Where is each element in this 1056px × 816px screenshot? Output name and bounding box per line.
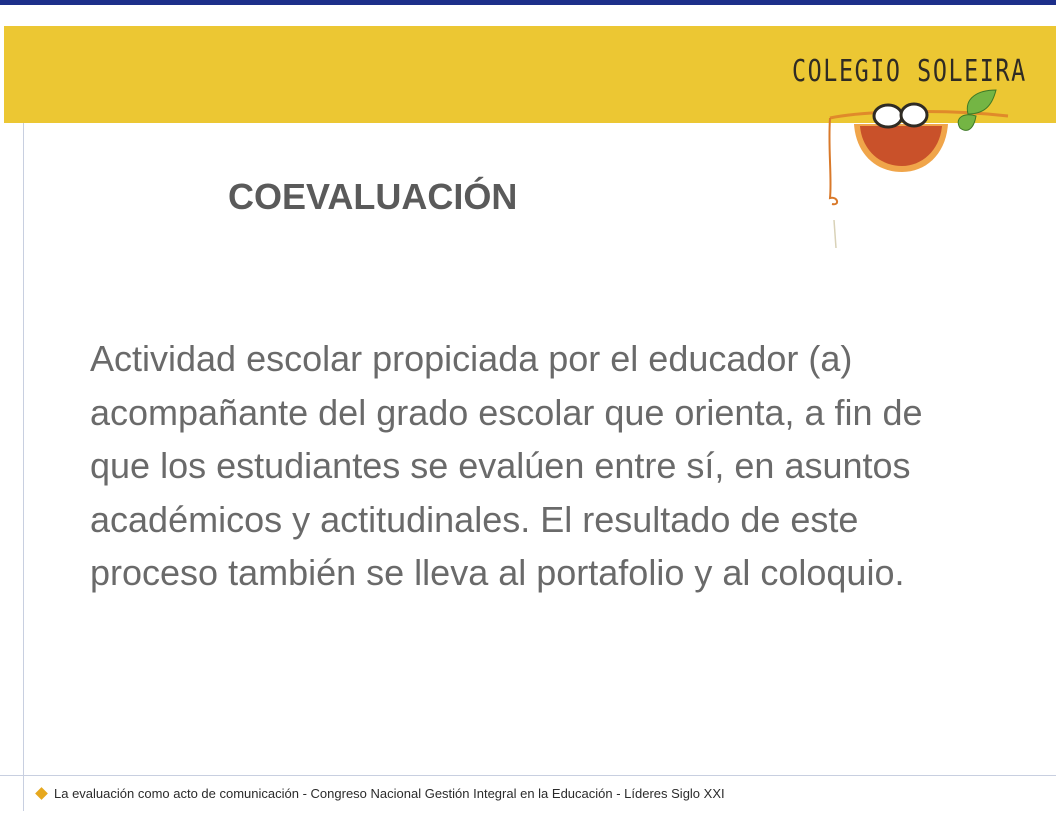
body-paragraph: Actividad escolar propiciada por el educador (a) acompañante del grado escolar que orienta, a fin de que los estudiantes se evalúen entre sí, en asuntos académicos y actitudinales. El resultado de este proceso también se lleva al portafolio y al coloquio.	[90, 338, 923, 593]
footer	[36, 784, 725, 802]
top-rule	[0, 0, 1056, 5]
diamond-bullet-icon	[35, 787, 48, 800]
nest-branch-icon	[818, 88, 1010, 250]
footer-text: La evaluación como acto de comunicación - Congreso Nacional Gestión Integral en la Educación - Líderes Siglo XXI	[54, 785, 725, 801]
page-title: COEVALUACIÓN	[228, 176, 518, 217]
logo-wordmark: COLEGIO SOLEIRA	[792, 54, 1027, 89]
left-divider	[23, 123, 24, 811]
footer-divider	[0, 775, 1056, 776]
